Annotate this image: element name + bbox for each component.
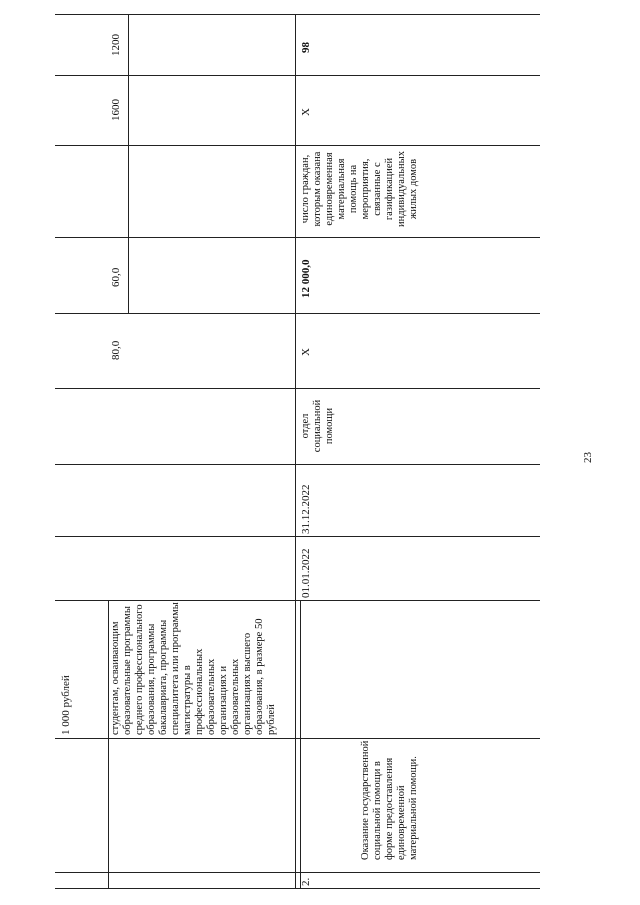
row1-num-b: 1200 xyxy=(110,34,122,56)
row1-desc-text: студентам, осваивающим образовательные программы среднего профессионального образования, программы бакалавриата, программы специалитета или программы магистратуры в профессиональных образовательных организациях и образовательных организациях высшего образования, в размере 50 рублей xyxy=(110,602,277,735)
row2-indicator: число граждан, которым оказана единовременная материальная помощь на мероприятия, связанные с газификацией индивидуальных жилых домов xyxy=(300,151,419,227)
table-line xyxy=(55,872,540,873)
row2-total: 12 000,0 xyxy=(300,259,312,298)
table-line xyxy=(295,14,296,888)
table-line xyxy=(55,738,540,739)
table-line xyxy=(300,600,301,888)
row2-x1: X xyxy=(300,348,312,356)
page-number: 23 xyxy=(582,452,594,463)
row2-count: 98 xyxy=(300,42,312,53)
row1-val-b: 60,0 xyxy=(110,267,122,287)
row1-num-a: 1600 xyxy=(110,99,122,121)
row2-executor: отдел социальной помощи xyxy=(300,399,335,453)
row2-x2: X xyxy=(300,108,312,116)
table-line xyxy=(128,14,129,314)
row2-date-end: 31.12.2022 xyxy=(300,484,312,534)
table-line xyxy=(55,536,540,537)
row2-number: 2. xyxy=(300,877,312,886)
table-line xyxy=(55,464,540,465)
table-line xyxy=(108,600,109,888)
row1-desc-top: 1 000 рублей xyxy=(60,675,72,735)
row1-val-a: 80,0 xyxy=(110,340,122,360)
table-line xyxy=(55,888,540,889)
row2-name: Оказание государственной социальной помощи в форме предоставления единовременной материальной помощи. xyxy=(360,740,419,860)
row2-date-start: 01.01.2022 xyxy=(300,548,312,598)
table-line xyxy=(55,388,540,389)
